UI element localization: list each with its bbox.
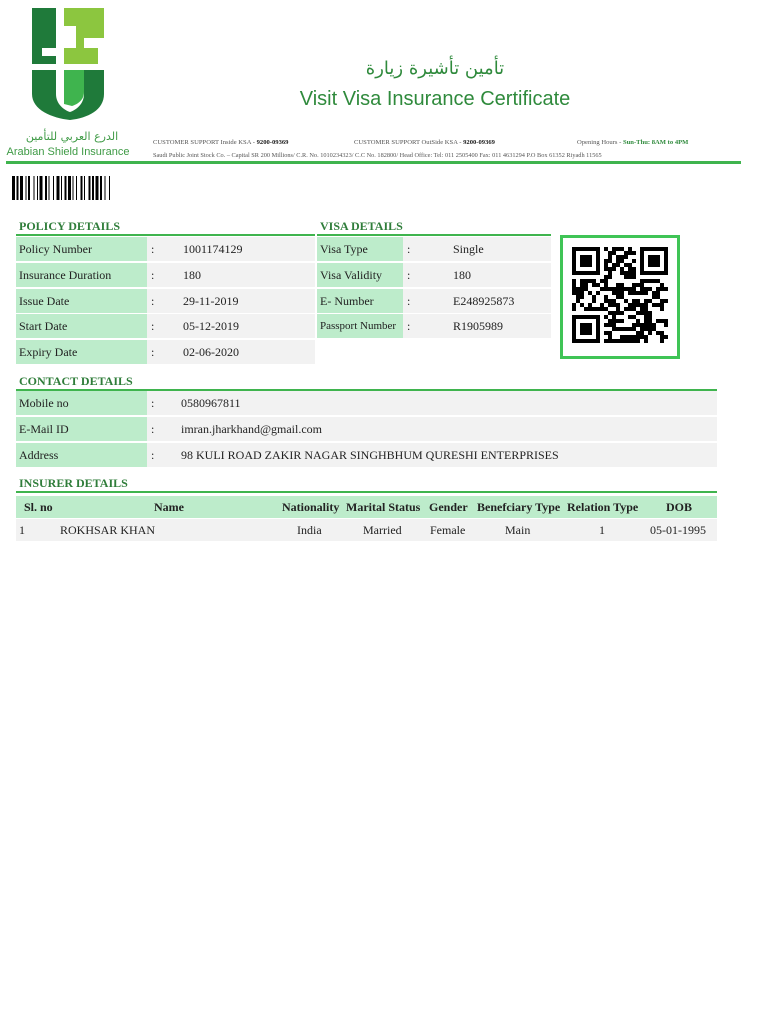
logo-english-text: Arabian Shield Insurance	[6, 146, 130, 158]
column-header-marital-status: Marital Status	[346, 500, 421, 514]
cell-name: ROKHSAR KHAN	[60, 523, 156, 537]
contact-row	[16, 443, 717, 467]
cell-relation-type: 1	[599, 523, 605, 537]
row-label: Mobile no	[16, 391, 147, 415]
visa-row	[317, 289, 551, 313]
visa-row	[317, 237, 551, 261]
support-inside-label: CUSTOMER SUPPORT Inside KSA -	[153, 139, 257, 146]
arabian-shield-logo-icon	[28, 8, 112, 120]
visa-row	[317, 314, 551, 338]
insurer-details-heading: INSURER DETAILS	[19, 476, 128, 490]
row-label: E-Mail ID	[16, 417, 147, 441]
address-value: 98 KULI ROAD ZAKIR NAGAR SINGHBHUM QURESHI ENTERPRISES	[181, 448, 559, 462]
opening-hours-label: Opening Hours -	[577, 139, 623, 146]
column-header-slno: Sl. no	[24, 500, 53, 514]
passport-number-value: R1905989	[453, 319, 504, 333]
visa-details-heading: VISA DETAILS	[320, 219, 403, 233]
row-colon: :	[407, 268, 411, 282]
table-header-row	[16, 496, 717, 518]
column-header-name: Name	[154, 500, 184, 514]
policy-row	[16, 263, 315, 287]
contact-row	[16, 391, 717, 415]
row-label: Passport Number	[317, 314, 403, 338]
opening-hours-value: Sun-Thu: 8AM to 4PM	[622, 139, 689, 146]
visa-divider	[317, 234, 551, 236]
policy-number-value: 1001174129	[183, 242, 243, 256]
qr-code-icon	[572, 247, 668, 347]
cell-slno: 1	[19, 523, 25, 537]
row-label: Expiry Date	[16, 340, 147, 364]
row-colon: :	[407, 294, 411, 308]
support-inside-number: 9200-09369	[256, 139, 289, 146]
row-label: Issue Date	[16, 289, 147, 313]
contact-details-heading: CONTACT DETAILS	[19, 374, 133, 388]
insurance-duration-value: 180	[183, 268, 201, 282]
page-title: Visit Visa Insurance Certificate	[299, 88, 571, 110]
company-info: Saudi Public Joint Stock Co. – Capital SR 200 Millions/ C.R. No. 1010234323/ C.C No. 182800/ Head Office: Tel: 011 2505400 Fax: 011 4631294 P.O Box 61352 Riyadh 11565	[153, 152, 602, 159]
cell-dob: 05-01-1995	[650, 523, 706, 537]
insurer-divider	[16, 491, 717, 493]
policy-row	[16, 340, 315, 364]
policy-row	[16, 314, 315, 338]
logo-arabic-text: الدرع العربي للتأمين	[25, 130, 119, 143]
row-colon: :	[151, 294, 155, 308]
row-colon: :	[151, 242, 155, 256]
policy-details-heading: POLICY DETAILS	[19, 219, 121, 233]
row-colon: :	[151, 448, 155, 462]
row-colon: :	[151, 345, 155, 359]
column-header-beneficiary-type: Benefciary Type	[477, 500, 561, 514]
issue-date-value: 29-11-2019	[183, 294, 239, 308]
row-label: Visa Validity	[317, 263, 403, 287]
row-label: Address	[16, 443, 147, 467]
table-row	[16, 519, 717, 541]
cell-marital-status: Married	[363, 523, 402, 537]
e-number-value: E248925873	[453, 294, 515, 308]
row-colon: :	[151, 422, 155, 436]
policy-row	[16, 237, 315, 261]
cell-beneficiary-type: Main	[505, 523, 531, 537]
column-header-gender: Gender	[429, 500, 468, 514]
visa-row	[317, 263, 551, 287]
qr-code	[560, 235, 680, 359]
row-colon: :	[151, 396, 155, 410]
row-label: E- Number	[317, 289, 403, 313]
visa-type-value: Single	[453, 242, 484, 256]
column-header-nationality: Nationality	[282, 500, 340, 514]
row-colon: :	[151, 268, 155, 282]
email-value: imran.jharkhand@gmail.com	[181, 422, 323, 436]
header-divider	[6, 161, 741, 164]
visa-validity-value: 180	[453, 268, 471, 282]
row-colon: :	[407, 242, 411, 256]
mobile-value: 0580967811	[181, 396, 241, 410]
expiry-date-value: 02-06-2020	[183, 345, 239, 359]
support-outside-number: 9200-09369	[463, 139, 495, 146]
row-colon: :	[151, 319, 155, 333]
support-outside-label: CUSTOMER SUPPORT OutSide KSA -	[354, 139, 464, 146]
support-outside	[354, 139, 495, 146]
barcode-icon	[12, 176, 198, 200]
contact-row	[16, 417, 717, 441]
policy-row	[16, 289, 315, 313]
start-date-value: 05-12-2019	[183, 319, 239, 333]
support-inside	[153, 139, 288, 146]
title-arabic: تأمين تأشيرة زيارة	[365, 58, 505, 79]
row-label: Policy Number	[16, 237, 147, 261]
row-label: Start Date	[16, 314, 147, 338]
cell-gender: Female	[430, 523, 466, 537]
row-colon: :	[407, 319, 411, 333]
cell-nationality: India	[297, 523, 322, 537]
row-label: Visa Type	[317, 237, 403, 261]
row-label: Insurance Duration	[16, 263, 147, 287]
column-header-relation-type: Relation Type	[567, 500, 639, 514]
column-header-dob: DOB	[666, 500, 693, 514]
opening-hours	[577, 139, 688, 146]
policy-divider	[16, 234, 315, 236]
